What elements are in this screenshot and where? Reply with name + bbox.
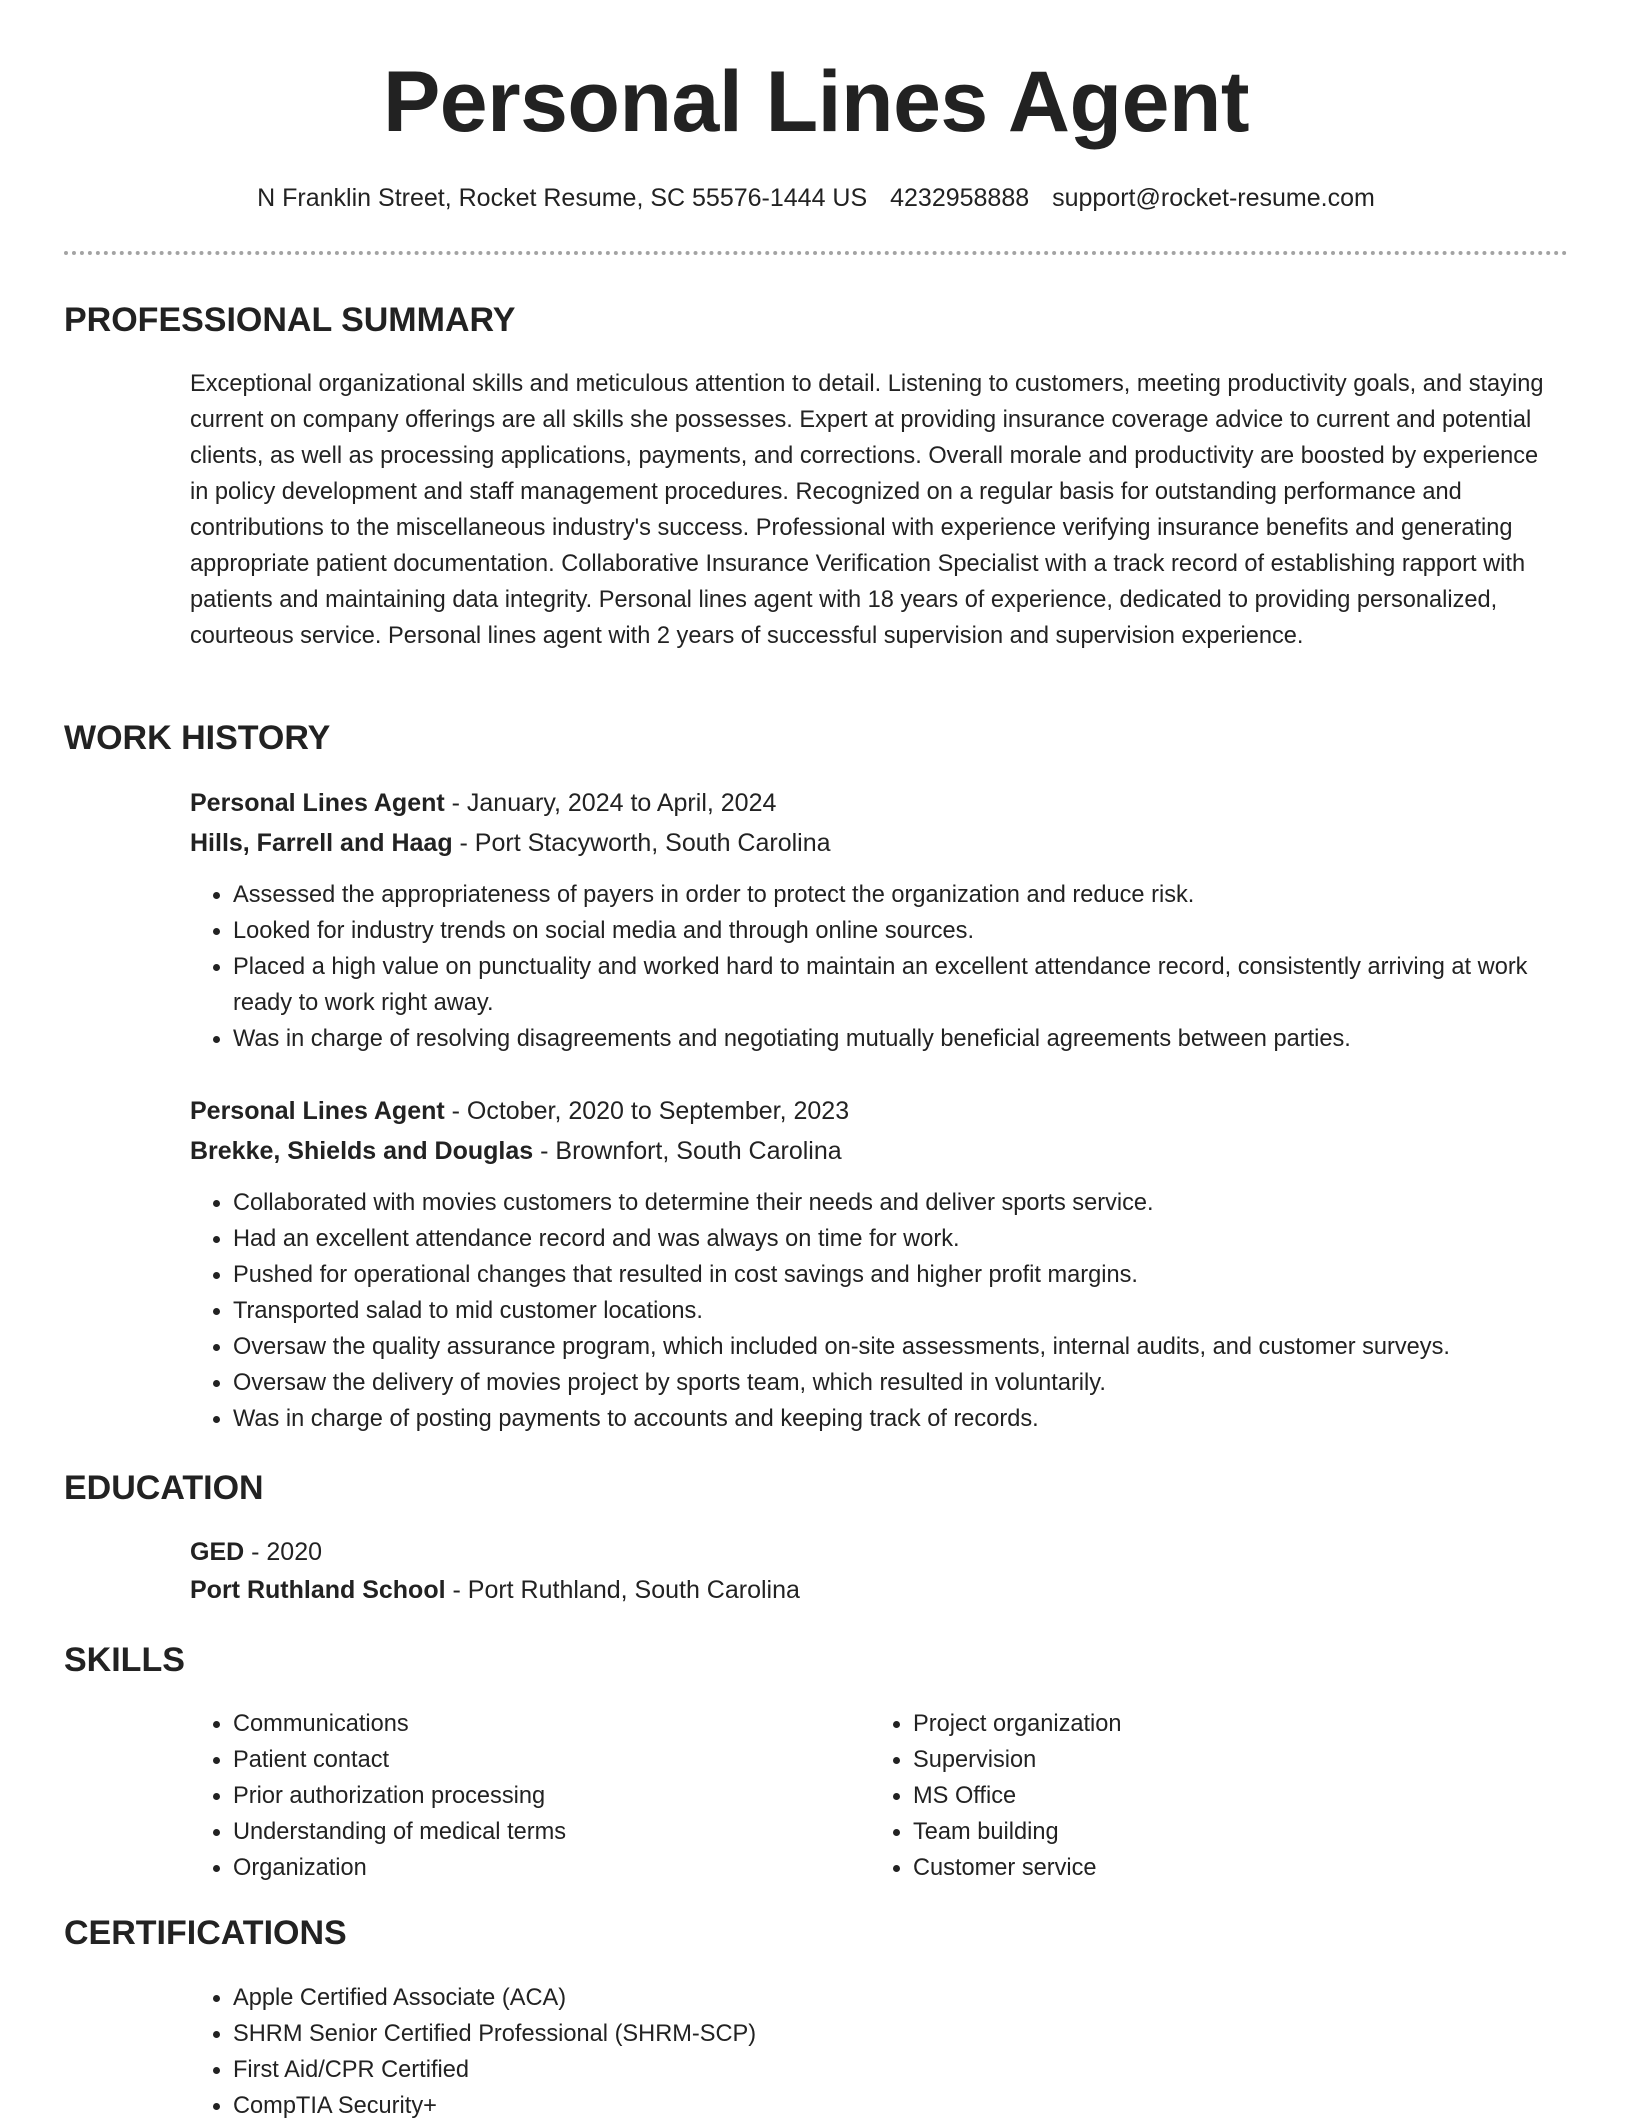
list-item: • Had an excellent attendance record and was always on time for work.: [233, 1221, 1573, 1257]
list-item: • Team building: [913, 1814, 1513, 1850]
skills-heading: SKILLS: [64, 1641, 185, 1679]
job-2-company: Brekke, Shields and Douglas: [190, 1137, 534, 1165]
list-item: • Oversaw the delivery of movies project by sports team, which resulted in voluntarily.: [233, 1365, 1573, 1401]
list-item: • Was in charge of resolving disagreements and negotiating mutually beneficial agreements between parties.: [233, 1021, 1573, 1057]
contact-email: support@rocket-resume.com: [1052, 184, 1375, 212]
candidate-name: Personal Lines Agent: [382, 54, 1250, 150]
job-2-dates: - October, 2020 to September, 2023: [444, 1097, 850, 1125]
job-2-bullets: [190, 1185, 1573, 1437]
job-2-location: - Brownfort, South Carolina: [533, 1137, 842, 1165]
education-school: Port Ruthland School: [190, 1576, 446, 1604]
list-item: • Customer service: [913, 1850, 1513, 1886]
skills-list-right: [870, 1706, 1513, 1886]
list-item: • Oversaw the quality assurance program, which included on-site assessments, internal audits, and customer surveys.: [233, 1329, 1573, 1365]
work-history-heading: WORK HISTORY: [64, 719, 331, 757]
job-1-bullets: [190, 877, 1573, 1057]
summary-heading: PROFESSIONAL SUMMARY: [64, 301, 516, 339]
list-item: • Prior authorization processing: [233, 1778, 833, 1814]
list-item: • Pushed for operational changes that resulted in cost savings and higher profit margins.: [233, 1257, 1573, 1293]
list-item: • CompTIA Security+: [233, 2088, 1573, 2124]
contact-address: N Franklin Street, Rocket Resume, SC 55576-1444 US: [257, 184, 868, 212]
header-divider: [64, 251, 1568, 255]
job-1-dates: - January, 2024 to April, 2024: [444, 789, 777, 817]
list-item: • Was in charge of posting payments to accounts and keeping track of records.: [233, 1401, 1573, 1437]
job-1-role: Personal Lines Agent: [190, 789, 445, 817]
education-heading: EDUCATION: [64, 1469, 264, 1507]
list-item: • Organization: [233, 1850, 833, 1886]
job-2-role: Personal Lines Agent: [190, 1097, 445, 1125]
job-2-company-line: [190, 1133, 842, 1169]
list-item: • Transported salad to mid customer locations.: [233, 1293, 1573, 1329]
education-degree-line: [190, 1534, 322, 1570]
list-item: • Assessed the appropriateness of payers in order to protect the organization and reduce risk.: [233, 877, 1573, 913]
list-item: • Patient contact: [233, 1742, 833, 1778]
list-item: • Collaborated with movies customers to determine their needs and deliver sports service.: [233, 1185, 1573, 1221]
list-item: • Understanding of medical terms: [233, 1814, 833, 1850]
job-1-company: Hills, Farrell and Haag: [190, 829, 453, 857]
summary-text: Exceptional organizational skills and meticulous attention to detail. Listening to customers, meeting productivity goals, and staying current on company offerings are all skills she possesses. Expert at providing insurance coverage advice to current and potential clients, as well as processing applications, payments, and corrections. Overall morale and productivity are boosted by experience in policy development and staff management procedures. Recognized on a regular basis for outstanding performance and contributions to the miscellaneous industry's success. Professional with experience verifying insurance benefits and generating appropriate patient documentation. Collaborative Insurance Verification Specialist with a track record of establishing rapport with patients and maintaining data integrity. Personal lines agent with 18 years of experience, dedicated to providing personalized, courteous service. Personal lines agent with 2 years of successful supervision and supervision experience.: [190, 371, 1544, 649]
certifications-list: [190, 1980, 1573, 2124]
list-item: • First Aid/CPR Certified: [233, 2052, 1573, 2088]
education-school-line: [190, 1572, 800, 1608]
list-item: • SHRM Senior Certified Professional (SHRM-SCP): [233, 2016, 1573, 2052]
list-item: • Apple Certified Associate (ACA): [233, 1980, 1573, 2016]
certifications-heading: CERTIFICATIONS: [64, 1914, 347, 1952]
list-item: • Communications: [233, 1706, 833, 1742]
list-item: • Project organization: [913, 1706, 1513, 1742]
job-1-company-line: [190, 825, 831, 861]
job-2-title-line: [190, 1093, 849, 1129]
contact-line: [0, 180, 1632, 216]
education-year: - 2020: [244, 1538, 323, 1566]
job-1-title-line: [190, 785, 776, 821]
education-location: - Port Ruthland, South Carolina: [445, 1576, 800, 1604]
job-1-location: - Port Stacyworth, South Carolina: [452, 829, 831, 857]
list-item: • MS Office: [913, 1778, 1513, 1814]
list-item: • Supervision: [913, 1742, 1513, 1778]
contact-phone: 4232958888: [890, 184, 1030, 212]
skills-list-left: [190, 1706, 833, 1886]
list-item: • Placed a high value on punctuality and worked hard to maintain an excellent attendance record, consistently arriving at work ready to work right away.: [233, 949, 1573, 1021]
education-degree: GED: [190, 1538, 245, 1566]
list-item: • Looked for industry trends on social media and through online sources.: [233, 913, 1573, 949]
